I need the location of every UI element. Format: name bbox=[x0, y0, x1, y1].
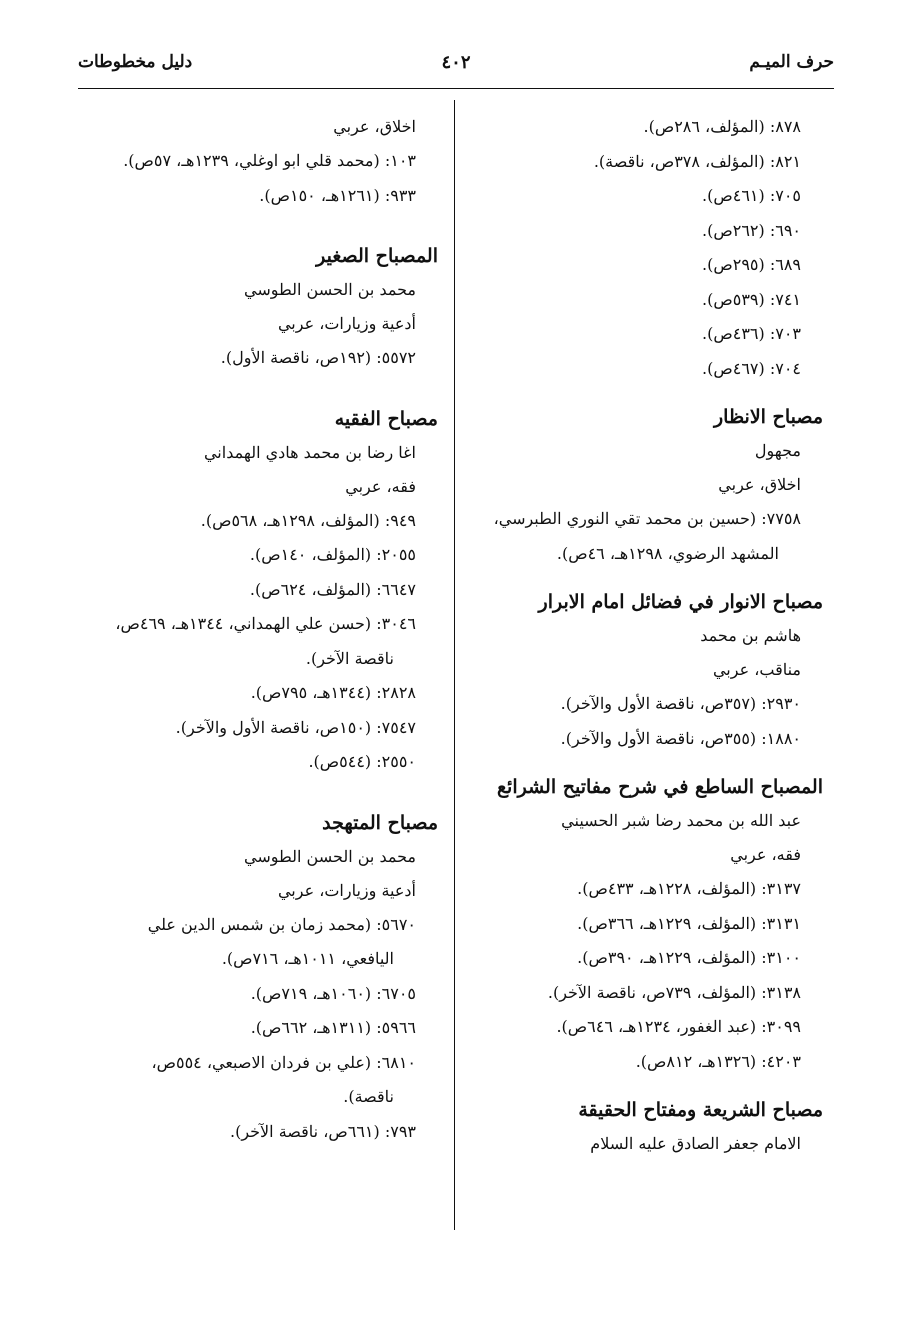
manuscript-line: ١٨٨٠: (٣٥٥ص، ناقصة الأول والآخر). bbox=[560, 728, 801, 748]
entry-title: مصباح الانظار bbox=[713, 406, 823, 428]
entry-continued bbox=[78, 110, 438, 213]
entry-misbah-al-mutahajjid bbox=[78, 806, 438, 1150]
entry-al-misbah-al-saghir bbox=[78, 239, 438, 376]
manuscript-line: ٥٦٧٠: (محمد زمان بن شمس الدين علي bbox=[147, 914, 416, 934]
column-divider bbox=[454, 100, 455, 1230]
entry-subject: مناقب، عربي bbox=[712, 660, 801, 679]
manuscript-line-continued: المشهد الرضوي، ١٢٩٨هـ، ٤٦ص). bbox=[556, 543, 779, 563]
running-head-section: حرف الميـم bbox=[749, 52, 834, 72]
manuscript-line-continued: اليافعي، ١٠١١هـ، ٧١٦ص). bbox=[221, 949, 394, 968]
entry-subject: أدعية وزيارات، عربي bbox=[277, 314, 416, 333]
entry-title: المصباح الساطع في شرح مفاتيح الشرائع bbox=[496, 776, 823, 798]
entry-author: اغا رضا بن محمد هادي الهمداني bbox=[203, 442, 416, 462]
manuscript-line: ٣٠٩٩: (عبد الغفور، ١٢٣٤هـ، ٦٤٦ص). bbox=[556, 1017, 801, 1036]
manuscript-line: ٢٠٥٥: (المؤلف، ١٤٠ص). bbox=[249, 545, 416, 564]
manuscript-line: ٧٧٥٨: (حسين بن محمد تقي النوري الطبرسي، bbox=[493, 509, 801, 528]
page-header bbox=[78, 52, 834, 82]
entry-title: المصباح الصغير bbox=[316, 245, 438, 267]
entry-author: مجهول bbox=[754, 441, 801, 460]
entry-misbah-al-faqih bbox=[78, 402, 438, 780]
entry-misbah-al-anwar bbox=[473, 585, 823, 756]
manuscript-line: ٥٥٧٢: (١٩٢ص، ناقصة الأول). bbox=[220, 348, 416, 367]
entry-title: مصباح الفقيه bbox=[334, 407, 438, 430]
manuscript-line: ٦٩٠: (٢٦٢ص). bbox=[702, 220, 801, 240]
manuscript-line: ٧٩٣: (٦٦١ص، ناقصة الآخر). bbox=[229, 1121, 416, 1141]
manuscript-line: ٣١٠٠: (المؤلف، ١٢٢٩هـ، ٣٩٠ص). bbox=[577, 948, 801, 967]
entry-continued bbox=[473, 110, 823, 386]
manuscript-line: ٨٧٨: (المؤلف، ٢٨٦ص). bbox=[643, 117, 801, 136]
entry-subject: فقه، عربي bbox=[345, 476, 416, 496]
manuscript-line: ١٠٣: (محمد قلي ابو اوغلي، ١٢٣٩هـ، ٥٧ص). bbox=[123, 151, 416, 170]
manuscript-line-continued: ناقصة). bbox=[343, 1087, 394, 1106]
manuscript-line: ٣١٣٧: (المؤلف، ١٢٢٨هـ، ٤٣٣ص). bbox=[577, 879, 801, 898]
manuscript-line: ٧٥٤٧: (١٥٠ص، ناقصة الأول والآخر). bbox=[175, 717, 416, 737]
manuscript-line: ٩٤٩: (المؤلف، ١٢٩٨هـ، ٥٦٨ص). bbox=[200, 510, 416, 530]
manuscript-line: ٧٠٣: (٤٣٦ص). bbox=[702, 324, 801, 343]
page-number: ٤٠٢ bbox=[441, 52, 471, 73]
entry-title: مصباح المتهجد bbox=[322, 811, 438, 834]
entry-author: محمد بن الحسن الطوسي bbox=[244, 846, 416, 866]
running-head-book-title: دليل مخطوطات bbox=[78, 52, 193, 72]
right-column bbox=[473, 110, 823, 1175]
entry-subject: اخلاق، عربي bbox=[333, 117, 416, 136]
manuscript-line: ٢٥٥٠: (٥٤٤ص). bbox=[308, 752, 416, 771]
entry-author: عبد الله بن محمد رضا شبر الحسيني bbox=[561, 811, 801, 830]
entry-subject: اخلاق، عربي bbox=[718, 475, 801, 494]
manuscript-line: ٦٦٤٧: (المؤلف، ٦٢٤ص). bbox=[249, 579, 416, 599]
entry-author: الامام جعفر الصادق عليه السلام bbox=[590, 1134, 801, 1153]
manuscript-line: ٤٢٠٣: (١٣٢٦هـ، ٨١٢ص). bbox=[635, 1051, 801, 1071]
manuscript-line: ٧٠٤: (٤٦٧ص). bbox=[702, 358, 801, 378]
entry-title: مصباح الانوار في فضائل امام الابرار bbox=[538, 591, 823, 613]
entry-subject: فقه، عربي bbox=[730, 845, 801, 864]
entry-subject: أدعية وزيارات، عربي bbox=[277, 880, 416, 900]
entry-misbah-al-sharia bbox=[473, 1093, 823, 1161]
entry-author: محمد بن الحسن الطوسي bbox=[244, 280, 416, 299]
manuscript-line-continued: ناقصة الآخر). bbox=[305, 648, 394, 668]
manuscript-line: ٣٠٤٦: (حسن علي الهمداني، ١٣٤٤هـ، ٤٦٩ص، bbox=[115, 614, 416, 633]
manuscript-line: ٦٧٠٥: (١٠٦٠هـ، ٧١٩ص). bbox=[250, 983, 416, 1003]
entry-title: مصباح الشريعة ومفتاح الحقيقة bbox=[578, 1099, 823, 1121]
entry-al-misbah-al-sati bbox=[473, 770, 823, 1079]
left-column bbox=[78, 110, 438, 1163]
manuscript-line: ٢٩٣٠: (٣٥٧ص، ناقصة الأول والآخر). bbox=[560, 694, 801, 713]
header-rule bbox=[78, 88, 834, 89]
manuscript-line: ٨٢١: (المؤلف، ٣٧٨ص، ناقصة). bbox=[593, 151, 801, 171]
entry-author: هاشم بن محمد bbox=[700, 626, 801, 645]
manuscript-line: ٦٨١٠: (علي بن فردان الاصبعي، ٥٥٤ص، bbox=[151, 1052, 416, 1072]
manuscript-line: ٥٩٦٦: (١٣١١هـ، ٦٦٢ص). bbox=[250, 1018, 416, 1037]
manuscript-line: ٣١٣٨: (المؤلف، ٧٣٩ص، ناقصة الآخر). bbox=[547, 982, 801, 1002]
manuscript-line: ٧٤١: (٥٣٩ص). bbox=[702, 289, 801, 309]
entry-misbah-al-anzar bbox=[473, 400, 823, 571]
manuscript-line: ٩٣٣: (١٢٦١هـ، ١٥٠ص). bbox=[259, 185, 416, 205]
manuscript-line: ٧٠٥: (٤٦١ص). bbox=[702, 186, 801, 205]
manuscript-line: ٦٨٩: (٢٩٥ص). bbox=[702, 255, 801, 274]
manuscript-line: ٣١٣١: (المؤلف، ١٢٢٩هـ، ٣٦٦ص). bbox=[577, 913, 801, 933]
manuscript-line: ٢٨٢٨: (١٣٤٤هـ، ٧٩٥ص). bbox=[250, 683, 416, 702]
